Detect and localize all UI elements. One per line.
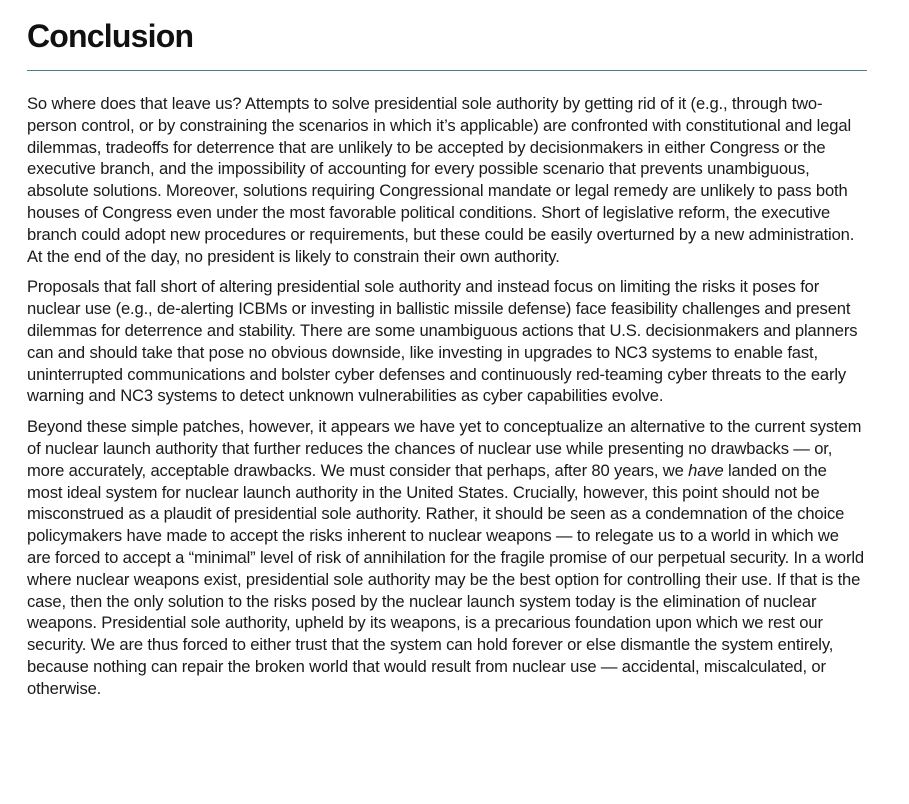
section-heading: Conclusion (27, 18, 194, 54)
paragraph-3-text-end: landed on the most ideal system for nuclear launch authority in the United States. Crucially, however, this point should not be misconstrued as a plaudit of presidential sole authority. Rather, it should be seen as a condemnation of the choice policymakers have made to accept the risks inherent to nuclear weapons — to relegate us to a world in which we are forced to accept a “minimal” level of risk of annihilation for the fragile promise of our perpetual security. In a world where nuclear weapons exist, presidential sole authority may be the best option for controlling their use. If that is the case, then the only solution to the risks posed by the nuclear launch system today is the elimination of nuclear weapons. Presidential sole authority, upheld by its weapons, is a precarious foundation upon which we rest our security. We are thus forced to either trust that the system can hold forever or else dismantle the system entirely, because nothing can repair the broken world that would result from nuclear use — accidental, miscalculated, or otherwise. (27, 460, 864, 698)
paragraph-3-text-start: Beyond these simple patches, however, it appears we have yet to conceptualize an alternative to the current system of nuclear launch authority that further reduces the chances of nuclear use while presenting no drawbacks — or, more accurately, acceptable drawbacks. We must consider that perhaps, after 80 years, we (27, 417, 862, 480)
paragraph-3 (27, 416, 866, 699)
paragraph-2: Proposals that fall short of altering presidential sole authority and instead focus on limiting the risks it poses for nuclear use (e.g., de-alerting ICBMs or investing in ballistic missile defense) face feasibility challenges and present dilemmas for deterrence and stability. There are some unambiguous actions that U.S. decisionmakers and planners can and should take that pose no obvious downside, like investing in upgrades to NC3 systems to enable fast, uninterrupted communications and bolster cyber defenses and continuously red-teaming cyber threats to the early warning and NC3 systems to detect unknown vulnerabilities as cyber capabilities evolve. (27, 277, 858, 406)
paragraph-1: So where does that leave us? Attempts to solve presidential sole authority by getting rid of it (e.g., through two-person control, or by constraining the scenarios in which it’s applicable) are confronted with constitutional and legal dilemmas, tradeoffs for deterrence that are unlikely to be accepted by decisionmakers in either Congress or the executive branch, and the impossibility of accounting for every possible scenario that prevents unambiguous, absolute solutions. Moreover, solutions requiring Congressional mandate or legal remedy are unlikely to pass both houses of Congress even under the most favorable political conditions. Short of legislative reform, the executive branch could adopt new procedures or requirements, but these could be easily overturned by a new administration. At the end of the day, no president is likely to constrain their own authority. (27, 94, 855, 266)
paragraph-3-emphasis: have (688, 460, 724, 480)
heading-divider (27, 70, 867, 71)
